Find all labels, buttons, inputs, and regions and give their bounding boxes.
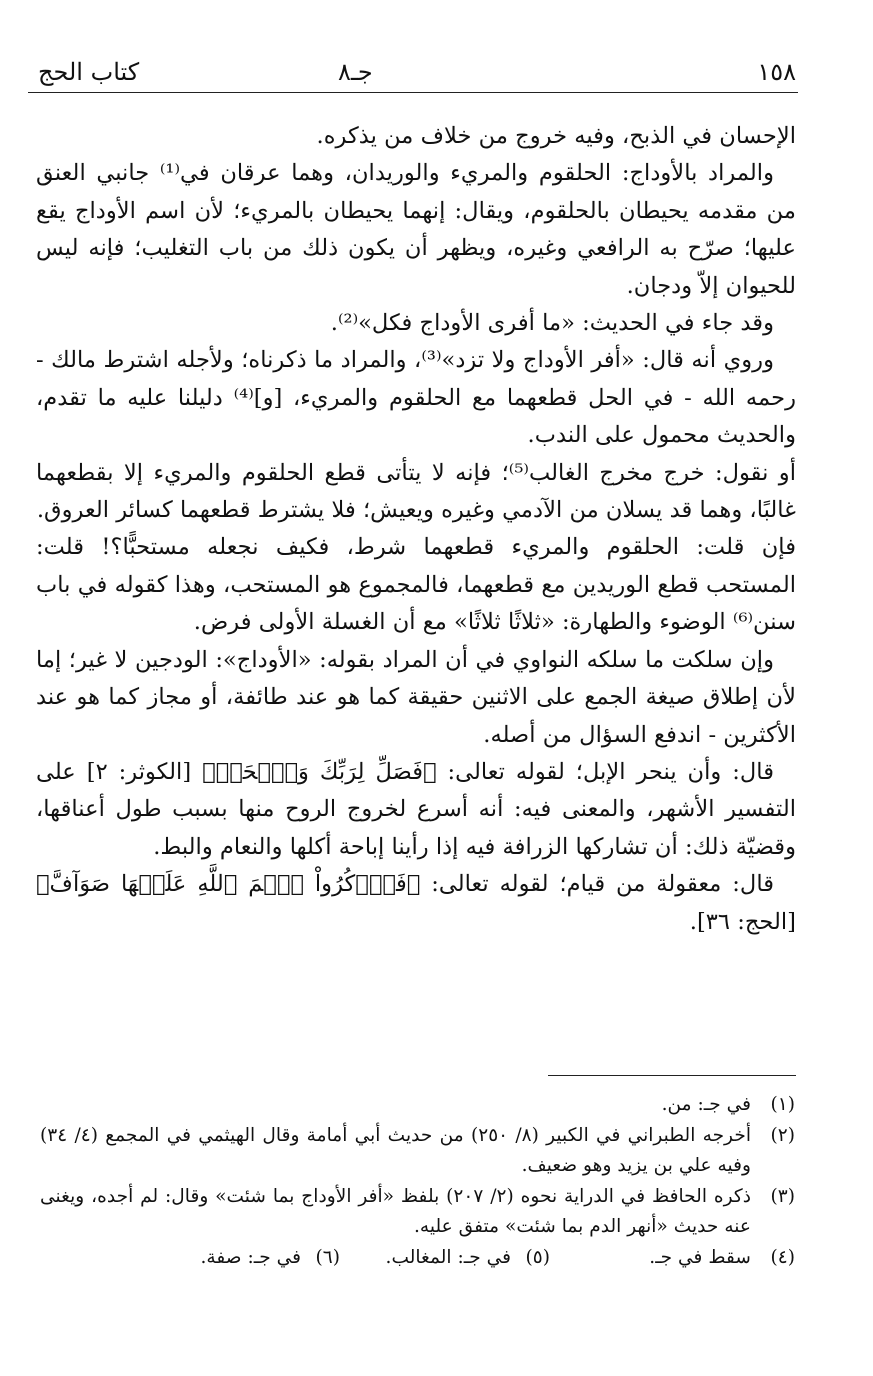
- book-title: كتاب الحج: [38, 58, 140, 86]
- paragraph-5: أو نقول: خرج مخرج الغالب⁽⁵⁾؛ فإنه لا يتأتى قطع الحلقوم والمريء إلا بقطعهما غالبًا، وهما قد يسلان من الآدمي وغيره ويعيش؛ فلا يشترط قطعهما كسائر العروق.: [36, 459, 796, 524]
- footnote-text: في جـ: صفة.: [200, 1246, 301, 1268]
- paragraph-2: والمراد بالأوداج: الحلقوم والمريء والوريدان، وهما عرقان في⁽¹⁾ جانبي العنق من مقدمه يحيطان بالحلقوم، ويقال: إنهما يحيطان بالمريء؛ لأن اسم الأوداج يقع عليها؛ صرّح به الرافعي وغيره، ويظهر أن يكون ذلك من باب التغليب؛ فإنه ليس للحيوان إلاّ ودجان.: [36, 160, 796, 299]
- footnote-number: (٦): [315, 1246, 340, 1268]
- paragraph-9: قال: معقولة من قيام؛ لقوله تعالى: ﴿فَٱذۡكُرُواْ ٱسۡمَ ٱللَّهِ عَلَيۡهَا صَوَآفَّ﴾ [الحج: ٣٦].: [36, 871, 796, 935]
- footnote-row-4-6: [40, 1243, 795, 1273]
- paragraph-4: وروي أنه قال: «أفر الأوداج ولا تزد»⁽³⁾، والمراد ما ذكرناه؛ ولأجله اشترط مالك - رحمه الله - في الحل قطعهما مع الحلقوم والمريء، [و]⁽⁴⁾ دليلنا عليه ما تقدم، والحديث محمول على الندب.: [36, 347, 796, 449]
- footnote-rule: [548, 1075, 796, 1076]
- footnote-1: [40, 1090, 795, 1121]
- footnote-text: سقط في جـ.: [649, 1246, 751, 1268]
- footnote-number: (٥): [525, 1246, 550, 1268]
- footnote-text: في جـ: المغالب.: [385, 1246, 511, 1268]
- paragraph-1: الإحسان في الذبح، وفيه خروج من خلاف من يذكره.: [316, 123, 796, 149]
- footnote-number: (١): [770, 1094, 795, 1115]
- page-number: ١٥٨: [757, 58, 796, 86]
- page-header: [38, 52, 796, 92]
- header-rule: [28, 92, 798, 93]
- volume-label: جـ٨: [338, 58, 373, 86]
- footnote-number: (٢): [770, 1124, 795, 1146]
- main-text: [36, 118, 796, 941]
- footnote-number: (٣): [770, 1185, 795, 1207]
- footnote-3: [40, 1182, 795, 1243]
- footnote-text: في جـ: من.: [661, 1094, 751, 1115]
- footnote-number: (٤): [770, 1246, 795, 1268]
- paragraph-7: وإن سلكت ما سلكه النواوي في أن المراد بقوله: «الأوداج»: الودجين لا غير؛ إما لأن إطلاق صيغة الجمع على الاثنين حقيقة كما هو عند طائفة، أو مجاز كما هو عند الأكثرين - اندفع السؤال من أصله.: [36, 646, 796, 748]
- footnote-2: [40, 1121, 795, 1182]
- paragraph-6: فإن قلت: الحلقوم والمريء قطعهما شرط، فكيف نجعله مستحبًّا؟! قلت: المستحب قطع الوريدين مع قطعهما، فالمجموع هو المستحب، وهذا كقوله في باب سنن⁽⁶⁾ الوضوء والطهارة: «ثلاثًا ثلاثًا» مع أن الغسلة الأولى فرض.: [36, 534, 796, 636]
- paragraph-8: قال: وأن ينحر الإبل؛ لقوله تعالى: ﴿فَصَلِّ لِرَبِّكَ وَٱنۡحَرۡ﴾ [الكوثر: ٢] على التفسير الأشهر، والمعنى فيه: أنه أسرع لخروج الروح منها بسبب طول أعناقها، وقضيّة ذلك: أن تشاركها الزرافة فيه إذا رأينا إباحة أكلها والنعام والبط.: [36, 758, 796, 860]
- footnote-text: ذكره الحافظ في الدراية نحوه (٢/ ٢٠٧) بلفظ «أفر الأوداج بما شئت» وقال: لم أجده، ويغنى عنه حديث «أنهر الدم بما شئت» متفق عليه.: [40, 1185, 751, 1237]
- footnotes: [40, 1090, 795, 1273]
- paragraph-3: وقد جاء في الحديث: «ما أفرى الأوداج فكل»⁽²⁾.: [330, 310, 774, 337]
- footnote-text: أخرجه الطبراني في الكبير (٨/ ٢٥٠) من حديث أبي أمامة وقال الهيثمي في المجمع (٤/ ٣٤) وفيه علي بن يزيد وهو ضعيف.: [40, 1124, 751, 1176]
